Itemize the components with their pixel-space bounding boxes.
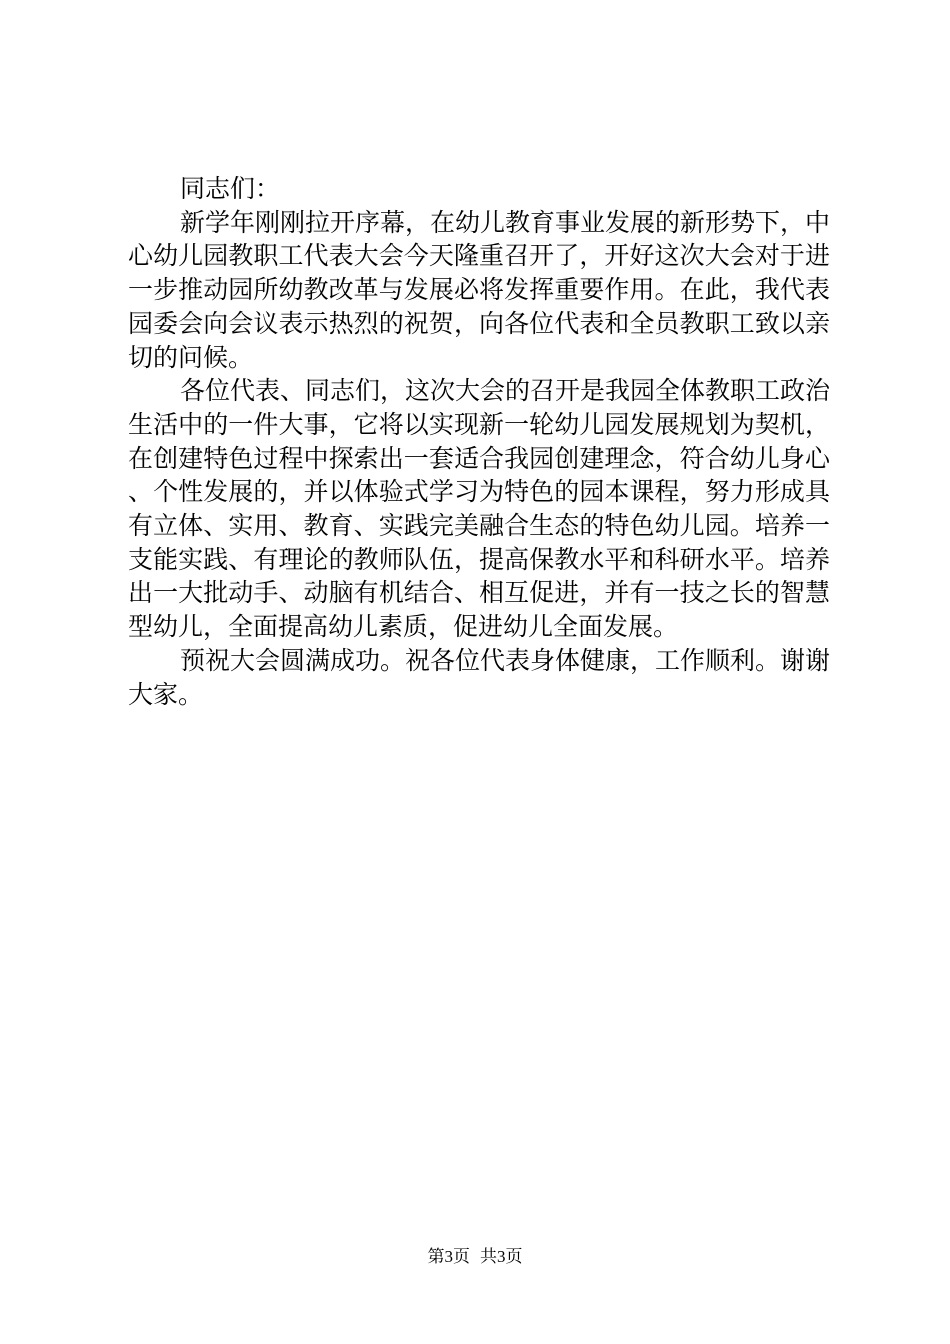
paragraph-opening: 新学年刚刚拉开序幕，在幼儿教育事业发展的新形势下，中心幼儿园教职工代表大会今天隆重召开了，开好这次大会对于进一步推动园所幼教改革与发展必将发挥重要作用。在此，我代表园委会向会议表示热烈的祝贺，向各位代表和全员教职工致以亲切的问候。 [128,207,831,372]
document-body [128,172,830,711]
page-number: 第3页 [427,1247,470,1266]
salutation: 同志们： [180,174,281,203]
paragraph-closing: 预祝大会圆满成功。祝各位代表身体健康，工作顺利。谢谢大家。 [128,645,831,709]
page-total: 共3页 [480,1247,523,1266]
page-footer [0,1242,950,1267]
paragraph-significance: 各位代表、同志们，这次大会的召开是我园全体教职工政治生活中的一件大事，它将以实现新一轮幼儿园发展规划为契机，在创建特色过程中探索出一套适合我园创建理念，符合幼儿身心、个性发展的，并以体验式学习为特色的园本课程，努力形成具有立体、实用、教育、实践完美融合生态的特色幼儿园。培养一支能实践、有理论的教师队伍，提高保教水平和科研水平。培养出一大批动手、动脑有机结合、相互促进，并有一技之长的智慧型幼儿，全面提高幼儿素质，促进幼儿全面发展。 [128,376,831,642]
